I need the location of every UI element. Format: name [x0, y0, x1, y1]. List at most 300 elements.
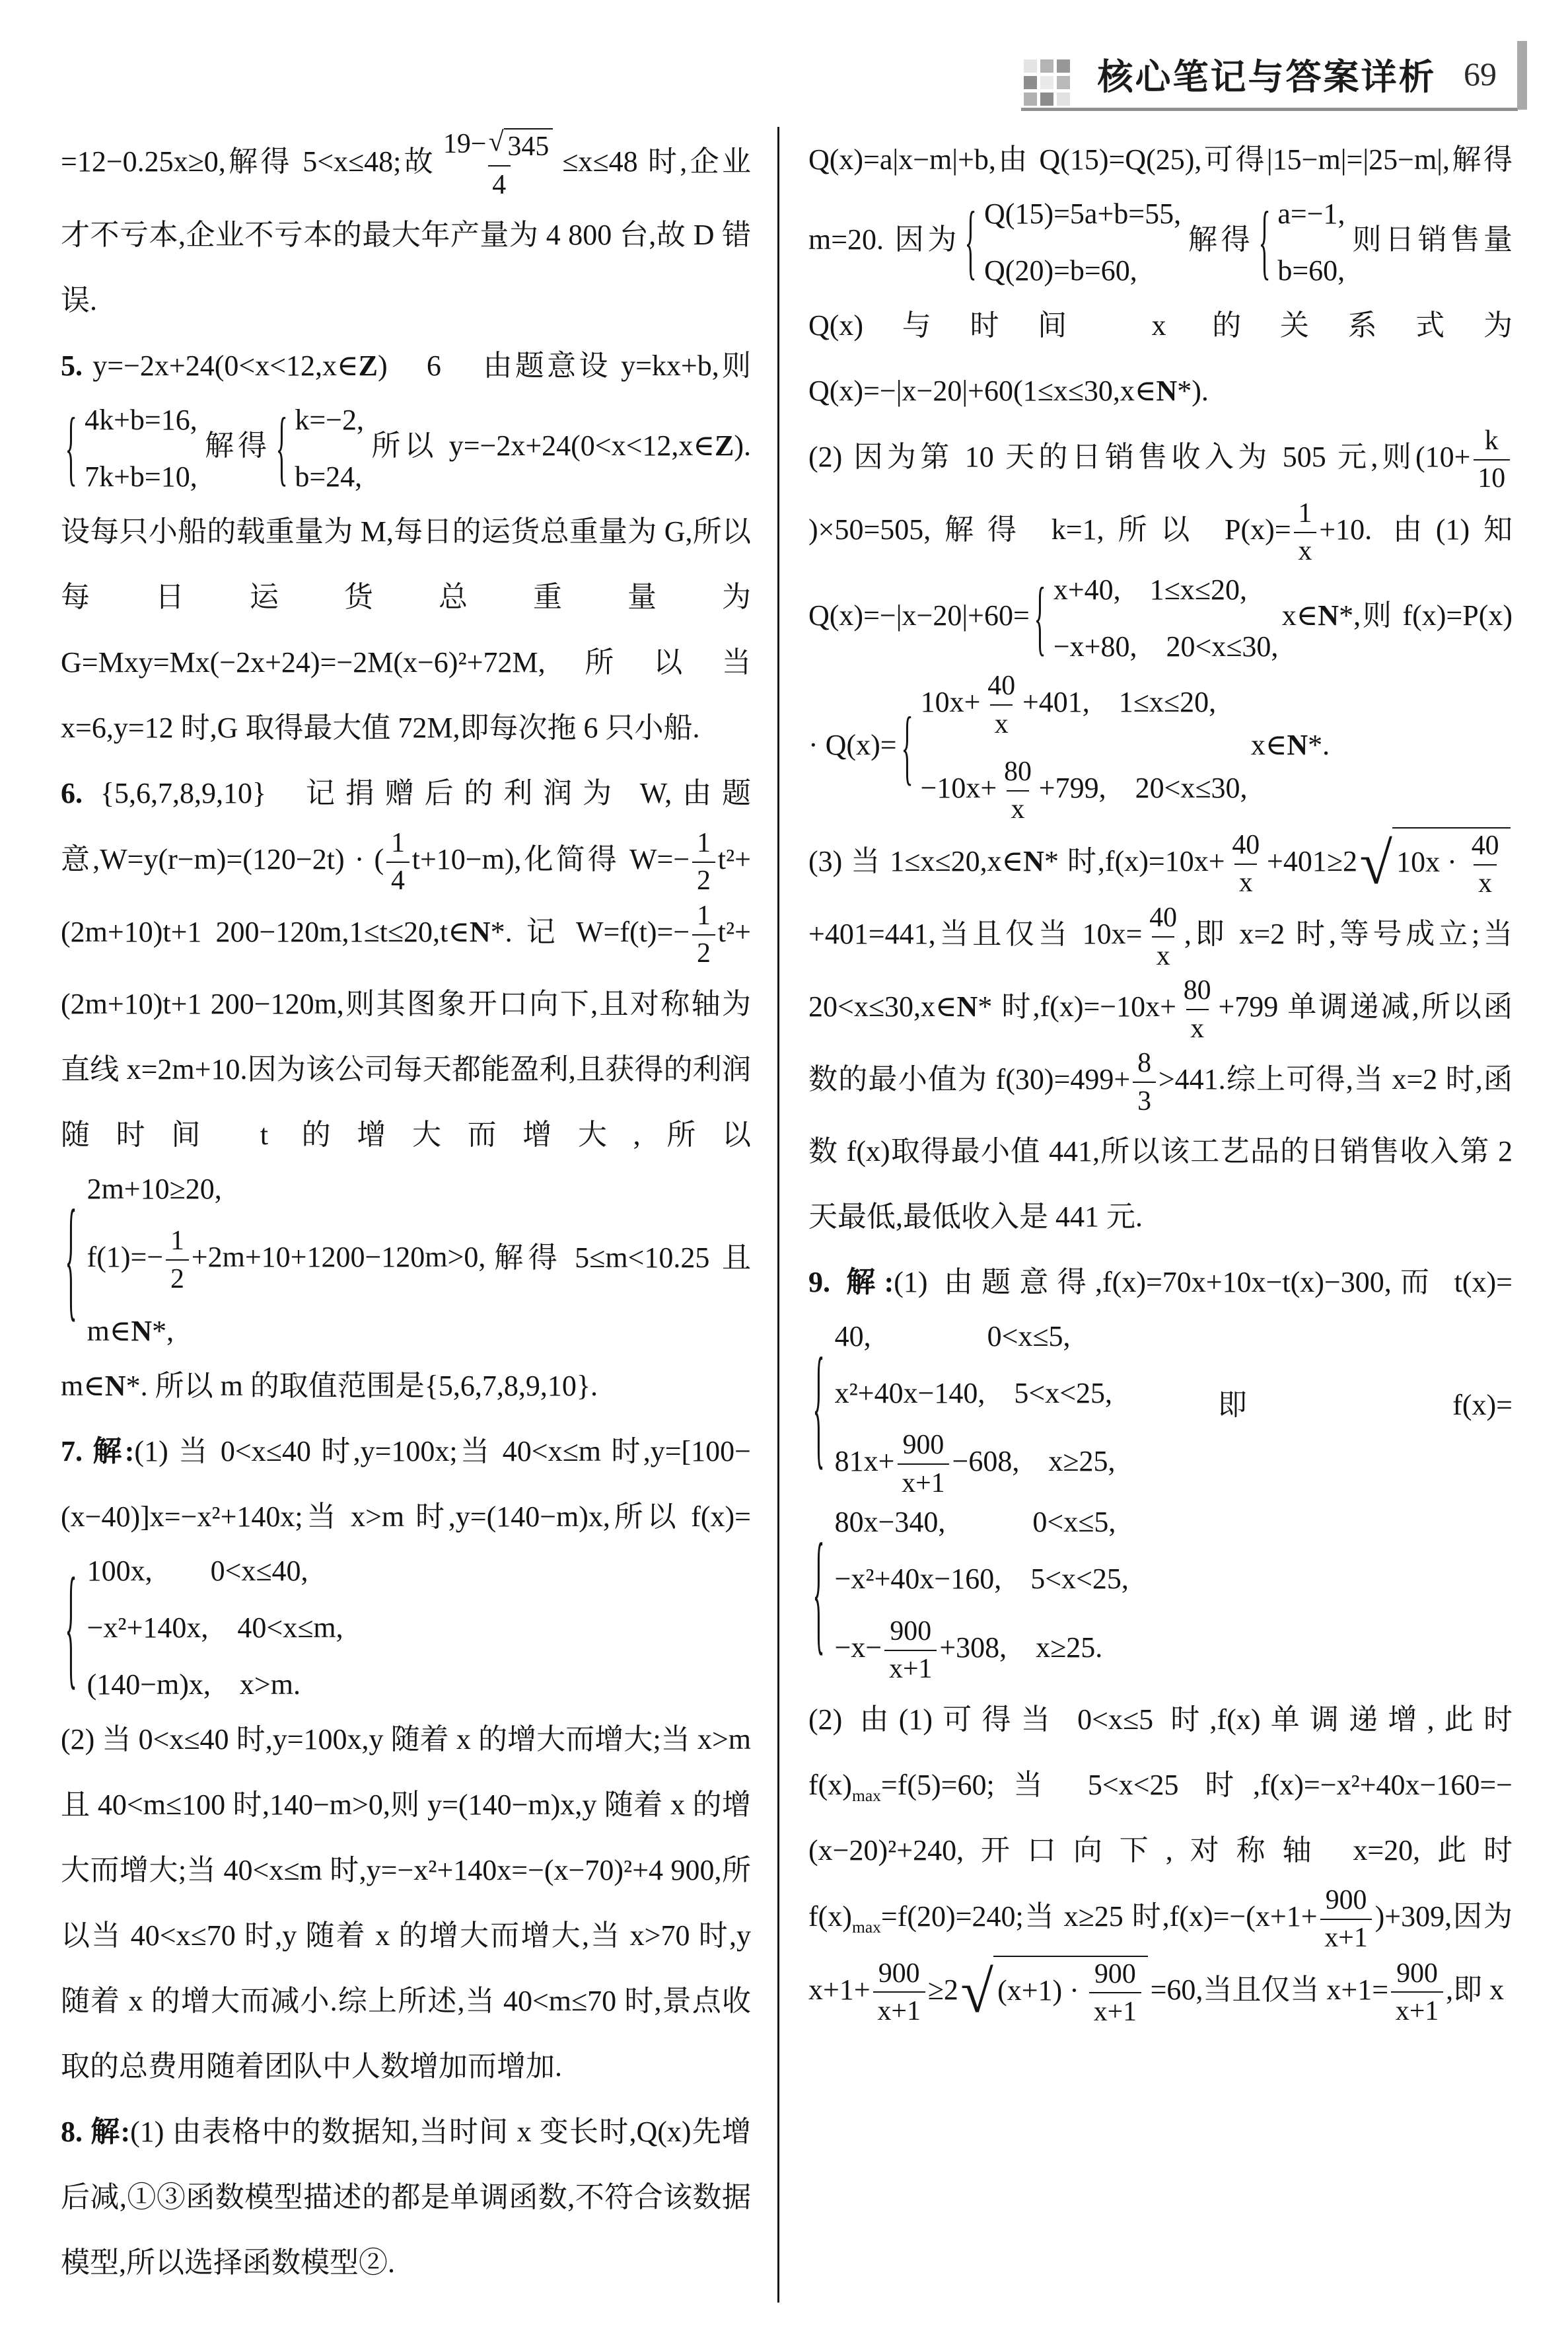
cases-rows: [921, 669, 1248, 827]
text-run: m∈: [87, 1314, 131, 1347]
text-run: (2) 当 0<x≤40 时,y=100x,y 随着 x 的增大而增大;当 x>m 且 40<m≤100 时,140−m>0,则 y=(140−m)x,y 随着 x 的增大而增大;当 40<x≤m 时,y=−x²+140x=−(x−70)²+4 900,所以当 40<x≤70 时,y 随着 x 的增大而增大,当 x>70 时,y 随着 x 的增大而减小.综上所述,当 40<m≤70 时,景点收取的总费用随着团队中人数增加而增加.: [61, 1722, 751, 2083]
text-run: >441.综上可得,当 x=2 时,函数 f(x)取得最小值 441,所以该工艺品的日销售收入第 2 天最低,最低收入是 441 元.: [808, 1063, 1513, 1233]
text-run: (x+1) ·: [997, 1974, 1087, 2007]
text-run: 19−: [443, 129, 487, 159]
text-run: 40: [1232, 829, 1260, 860]
text-run: ) 6 由题意设 y=kx+b,则: [377, 350, 752, 383]
denominator: [1007, 790, 1029, 827]
cases-row: [87, 1167, 486, 1211]
text-run: b=60,: [1277, 254, 1345, 287]
numerator: [439, 127, 559, 165]
text-run: 2m+10≥20,: [87, 1172, 222, 1205]
text-run: (2) 因为第 10 天的日销售收入为 505 元,则(10+: [808, 440, 1471, 473]
left-brace-icon: {: [1258, 194, 1271, 289]
text-run: a=−1,: [1277, 198, 1345, 230]
column-divider: [777, 127, 779, 2303]
page-header: [1021, 38, 1527, 110]
text-run: * 时,f(x)=−10x+: [978, 990, 1176, 1023]
text-run: (1) 由表格中的数据知,当时间 x 变长时,Q(x)先增后减,①③函数模型描述的都是单调函数,不符合该数据模型,所以选择函数模型②.: [61, 2115, 751, 2279]
text-run: 900: [1094, 1958, 1136, 1989]
denominator: [1474, 459, 1510, 496]
text-run: +799 单调递减,所以函数的最小值为 f(30)=499+: [808, 990, 1513, 1096]
bold-run: [61, 777, 83, 809]
text-run: 40, 0<x≤5,: [834, 1319, 1071, 1352]
cases-row: [87, 1310, 486, 1353]
text-run: 1: [697, 900, 711, 931]
bold-run: [61, 2116, 130, 2148]
denominator: [990, 704, 1013, 741]
text-run: *. 记 W=f(t)=−: [490, 915, 690, 948]
text-run: +401=441,当且仅当 10x=: [808, 918, 1143, 951]
denominator: [692, 934, 715, 971]
numerator: [1294, 496, 1316, 532]
grid-logo-square: [1040, 92, 1053, 106]
text-run: 40: [1149, 903, 1178, 934]
fraction: [1467, 829, 1503, 901]
page-number: 69: [1464, 55, 1497, 92]
cases-row: [921, 669, 1248, 741]
cases-group: [1258, 192, 1345, 293]
left-brace-icon: {: [65, 1550, 77, 1703]
cases-row: [87, 1663, 343, 1707]
denominator: [692, 862, 715, 899]
radical-icon: √: [488, 127, 504, 158]
text-run: k=−2,: [295, 404, 364, 437]
text-run: 80: [1183, 975, 1211, 1006]
text-run: y=−2x+24(0<x<12,x∈: [83, 350, 359, 383]
text-run: +10. 由(1)知 Q(x)=−|x−20|+60=: [808, 513, 1513, 632]
fraction: [1133, 1046, 1155, 1119]
numerator: [386, 826, 409, 862]
text-run: N: [104, 1369, 126, 1402]
fraction: [1474, 424, 1510, 496]
numerator: [692, 826, 715, 862]
text-run: −x+80, 20<x≤30,: [1053, 630, 1279, 663]
text-run: *).: [1177, 374, 1209, 407]
denominator: [873, 1991, 925, 2028]
text-run: +799, 20<x≤30,: [1038, 771, 1248, 804]
text-run: 2: [697, 866, 711, 897]
text-run: 则日销售量Q(x)与时间 x 的关系式为Q(x)=−|x−20|+60(1≤x≤30,x∈: [808, 223, 1513, 407]
bold-run: [957, 990, 978, 1023]
cases-row: [835, 1614, 1129, 1687]
grid-logo-square: [1040, 59, 1053, 73]
text-run: x: [1011, 794, 1025, 825]
text-run: )+309,因为 x+1+: [808, 1900, 1513, 2006]
fraction: [999, 755, 1036, 827]
text-run: x+40, 1≤x≤20,: [1053, 573, 1247, 607]
text-run: 10x+: [920, 686, 981, 719]
text-run: ≥2: [927, 1973, 958, 2006]
text-run: 345: [507, 131, 550, 163]
text-run: ).设每只小船的载重量为 M,每日的运货总重量为 G,所以每日运货总重量为 G=Mxy=Mx(−2x+24)=−2M(x−6)²+72M,所以当 x=6,y=12 时,G 取得最大值 72M,即每次拖 6 只小船.: [61, 429, 752, 744]
content-columns: [61, 127, 1513, 2303]
left-brace-icon: {: [65, 400, 77, 495]
cases-row: [921, 755, 1248, 827]
text-run: 所以 y=−2x+24(0<x<12,x∈: [367, 429, 715, 462]
cases-row: [87, 1549, 343, 1593]
text-run: 100x, 0<x≤40,: [87, 1554, 308, 1587]
left-column: [61, 127, 751, 2303]
text-run: 900: [1396, 1958, 1438, 1989]
cases-row: [87, 1606, 343, 1650]
cases-row: [85, 455, 197, 499]
cases-group: [1033, 568, 1278, 669]
text-run: 40: [987, 671, 1016, 702]
text-run: 900: [878, 1958, 920, 1989]
fraction: [1320, 1883, 1372, 1956]
cases-row: [984, 249, 1181, 293]
fraction: [983, 669, 1020, 741]
text-run: 2: [170, 1263, 184, 1294]
text-run: −10x+: [920, 771, 997, 804]
text-run: 4: [390, 866, 405, 897]
text-run: x: [994, 708, 1009, 739]
text-run: ,即 x: [1446, 1973, 1505, 2006]
text-run: *,则 f(x)=P(x) · Q(x)=: [808, 599, 1513, 762]
fraction: [884, 1614, 937, 1687]
text-run: 1: [170, 1226, 184, 1257]
text-run: −x−: [834, 1631, 882, 1664]
text-run: t²+(2m+10)t+1 200−120m,则其图象开口向下,且对称轴为直线 x=2m+10.因为该公司每天都能盈利,且获得的利润随时间 t 的增大而增大,所以: [61, 915, 751, 1151]
text-run: 81x+: [834, 1445, 895, 1478]
left-brace-icon: {: [812, 1516, 825, 1668]
cases-row: [835, 1428, 1116, 1500]
grid-logo-square: [1057, 76, 1070, 89]
text-run: 4k+b=16,: [85, 404, 197, 437]
text-run: x+1: [1093, 1997, 1137, 2028]
text-run: +308, x≥25.: [939, 1631, 1103, 1664]
bold-run: [1287, 729, 1308, 761]
denominator: [1391, 1991, 1443, 2028]
radical-icon: √: [960, 1959, 993, 2026]
text-run: t²+(2m+10)t+1 200−120m,1≤t≤20,t∈: [61, 842, 751, 948]
denominator: [488, 165, 511, 202]
text-run: (3) 当 1≤x≤20,x∈: [808, 844, 1024, 877]
cases-rows: [85, 398, 197, 499]
cases-row: [85, 398, 197, 442]
numerator: [1392, 1956, 1443, 1992]
denominator: [1294, 532, 1316, 569]
grid-logo-square: [1040, 76, 1053, 89]
text-run: 解得: [200, 429, 271, 462]
numerator: [166, 1224, 188, 1259]
text-run: =60,当且仅当 x+1=: [1150, 1973, 1389, 2006]
bold-run: [715, 429, 734, 462]
cases-group: [64, 1167, 485, 1353]
cases-row: [835, 1315, 1116, 1358]
cases-row: [1053, 625, 1279, 669]
denominator: [1320, 1919, 1372, 1956]
left-brace-icon: {: [1034, 570, 1046, 665]
cases-group: [64, 1549, 343, 1707]
text-run: +401≥2: [1267, 844, 1357, 877]
grid-logo-square: [1057, 92, 1070, 106]
numerator: [1179, 973, 1215, 1009]
text-run: =f(5)=60;当 5<x<25 时,f(x)=−x²+40x−160=−(x−20)²+240,开口向下,对称轴 x=20,此时 f(x): [808, 1768, 1513, 1933]
bold-run: [1023, 845, 1044, 877]
text-run: +2m+10+1200−120m>0,: [191, 1241, 486, 1274]
subscript: max: [851, 1917, 881, 1937]
cases-row: [1277, 249, 1345, 293]
header-rule: [1021, 108, 1518, 111]
text-run: *,: [152, 1314, 174, 1347]
cases-row: [1053, 568, 1279, 612]
text-run: N: [1287, 729, 1308, 762]
text-run: N: [1318, 599, 1339, 632]
fraction: [692, 826, 715, 899]
grid-logo-square: [1057, 59, 1070, 73]
radicand: [1392, 827, 1510, 901]
text-run: x∈: [1250, 729, 1287, 762]
solution-block: [61, 333, 751, 760]
cases-group: [275, 398, 364, 499]
text-run: 80x−340, 0<x≤5,: [834, 1506, 1116, 1539]
text-run: 9. 解:: [808, 1265, 894, 1298]
square-root: [489, 128, 553, 164]
bold-run: [1318, 599, 1339, 632]
radical-icon: √: [1359, 830, 1393, 897]
text-run: 8: [1137, 1048, 1151, 1079]
solution-block: [61, 127, 751, 333]
text-run: ≤x≤48 时,企业才不亏本,企业不亏本的最大年产量为 4 800 台,故 D 错误.: [61, 145, 752, 317]
text-run: f(1)=−: [87, 1241, 164, 1274]
text-run: ,即 x=2 时,等号成立;当 20<x≤30,x∈: [808, 918, 1513, 1023]
text-run: 即 f(x)=: [1118, 1388, 1513, 1421]
text-run: 5.: [61, 350, 83, 383]
fraction: [439, 127, 559, 202]
text-run: Q(15)=5a+b=55,: [984, 198, 1182, 230]
text-run: 1: [697, 827, 711, 858]
radicand: [993, 1956, 1148, 2030]
grid-logo-square: [1024, 92, 1037, 106]
cases-rows: [835, 1500, 1129, 1686]
text-run: 900: [902, 1430, 944, 1461]
text-run: −x²+40x−160, 5<x<25,: [834, 1563, 1129, 1596]
text-run: x+1: [877, 1996, 921, 2027]
fraction: [1228, 828, 1264, 901]
cases-group: [64, 398, 197, 499]
text-run: 900: [1325, 1884, 1367, 1915]
text-run: Q(x)=a|x−m|+b,由 Q(15)=Q(25),可得|15−m|=|25−m|,解得 m=20. 因为: [808, 143, 1513, 256]
solution-block: [808, 127, 1513, 424]
left-brace-icon: {: [812, 1330, 825, 1483]
denominator: [898, 1463, 950, 1500]
bold-run: [105, 1370, 126, 1402]
cases-row: [1277, 192, 1345, 236]
solution-block: [808, 1249, 1513, 1687]
text-run: k: [1484, 425, 1499, 456]
text-run: Z: [715, 429, 734, 462]
denominator: [166, 1259, 188, 1296]
text-run: 7k+b=10,: [85, 460, 197, 493]
bold-run: [1156, 375, 1177, 407]
numerator: [1090, 1957, 1140, 1993]
text-run: =f(20)=240;当 x≥25 时,f(x)=−(x+1+: [880, 1900, 1318, 1933]
text-run: 80: [1004, 756, 1032, 787]
grid-logo-icon: [1024, 59, 1070, 106]
text-run: N: [469, 915, 491, 948]
cases-row: [87, 1224, 486, 1296]
fraction: [1089, 1957, 1141, 2030]
fraction: [873, 1956, 925, 2029]
text-run: 解得: [1184, 223, 1254, 256]
solution-block: [808, 1687, 1513, 2030]
text-run: 10x ·: [1396, 845, 1464, 878]
cases-row: [835, 1557, 1129, 1601]
text-run: 1: [1298, 498, 1312, 529]
bold-run: [131, 1315, 152, 1347]
text-run: x+1: [1395, 1996, 1439, 2027]
denominator: [1234, 864, 1257, 901]
cases-rows: [87, 1549, 343, 1707]
fraction: [692, 899, 715, 971]
text-run: 7. 解:: [61, 1434, 135, 1467]
text-run: *.: [1308, 729, 1330, 762]
denominator: [1133, 1082, 1155, 1119]
text-run: (140−m)x, x>m.: [87, 1668, 301, 1701]
text-run: 1: [390, 827, 405, 858]
grid-logo-square: [1024, 59, 1037, 73]
text-run: x: [1298, 536, 1312, 567]
numerator: [983, 669, 1020, 704]
cases-rows: [835, 1315, 1116, 1500]
header-title: 核心笔记与答案详析: [1097, 57, 1437, 97]
text-run: (1) 当 0<x≤40 时,y=100x;当 40<x≤m 时,y=[100−(x−40)]x=−x²+140x;当 x>m 时,y=(140−m)x,所以 f(x)=: [61, 1434, 751, 1533]
text-run: x∈: [1281, 599, 1318, 632]
text-run: (1) 由题意得,f(x)=70x+10x−t(x)−300,而 t(x)=: [894, 1265, 1513, 1298]
left-brace-icon: {: [964, 194, 977, 289]
text-run: {5,6,7,8,9,10} 记捐赠后的利润为 W,由题意,W=y(r−m)=(120−2t) · (: [61, 776, 751, 875]
fraction: [166, 1224, 188, 1296]
text-run: N: [131, 1314, 153, 1347]
text-run: =12−0.25x≥0,解得 5<x≤48;故: [61, 145, 437, 178]
numerator: [692, 899, 715, 934]
bold-run: [61, 1435, 134, 1467]
text-run: Z: [358, 350, 378, 383]
text-run: x: [1190, 1013, 1205, 1044]
header-edge-bar: [1517, 41, 1527, 110]
numerator: [1467, 829, 1503, 864]
numerator: [999, 755, 1036, 790]
solution-block: [61, 1707, 751, 2099]
text-run: *. 所以 m 的取值范围是{5,6,7,8,9,10}.: [125, 1369, 598, 1402]
page-header-inner: [1021, 38, 1527, 110]
text-run: 4: [492, 169, 507, 200]
cases-row: [835, 1500, 1129, 1544]
left-brace-icon: {: [65, 1182, 77, 1335]
denominator: [1186, 1009, 1209, 1046]
text-run: N: [1156, 374, 1178, 407]
cases-group: [900, 669, 1248, 827]
cases-rows: [87, 1167, 486, 1353]
fraction: [1391, 1956, 1443, 2029]
numerator: [1133, 1046, 1155, 1082]
numerator: [1321, 1883, 1371, 1919]
bold-run: [470, 916, 491, 948]
cases-group: [812, 1500, 1129, 1686]
text-run: x+1: [889, 1654, 933, 1685]
numerator: [1228, 828, 1264, 864]
text-run: Q(20)=b=60,: [984, 254, 1137, 287]
cases-rows: [295, 398, 364, 499]
numerator: [874, 1956, 924, 1992]
text-run: 8. 解:: [61, 2115, 131, 2148]
left-brace-icon: {: [275, 400, 288, 495]
solution-block: [61, 1419, 751, 1707]
text-run: (2) 由(1)可得当 0<x≤5 时,f(x)单调递增,此时 f(x): [808, 1703, 1513, 1801]
cases-group: [964, 192, 1181, 293]
solution-block: [61, 2099, 751, 2295]
text-run: −608, x≥25,: [952, 1445, 1116, 1478]
denominator: [1089, 1992, 1141, 2029]
fraction: [898, 1428, 950, 1500]
numerator: [886, 1614, 936, 1650]
text-run: 3: [1137, 1086, 1151, 1117]
subscript: max: [851, 1785, 881, 1805]
fraction: [1145, 901, 1182, 973]
text-run: 2: [697, 938, 711, 969]
square-root: [960, 1956, 1148, 2030]
text-run: )×50=505,解得 k=1,所以 P(x)=: [808, 513, 1291, 546]
denominator: [1152, 936, 1174, 973]
cases-row: [984, 192, 1181, 236]
numerator: [1145, 901, 1182, 936]
text-run: x: [1238, 867, 1253, 899]
text-run: 40: [1471, 830, 1499, 861]
cases-rows: [1053, 568, 1279, 669]
right-column: [808, 127, 1513, 2303]
radicand: [504, 128, 553, 164]
fraction: [1294, 496, 1316, 569]
text-run: N: [956, 990, 978, 1023]
numerator: [898, 1428, 948, 1463]
solution-block: [808, 424, 1513, 827]
fraction: [386, 826, 409, 899]
cases-group: [812, 1315, 1115, 1500]
denominator: [1474, 864, 1496, 901]
left-brace-icon: {: [901, 700, 913, 794]
text-run: N: [1023, 844, 1044, 877]
cases-row: [295, 455, 364, 499]
text-run: b=24,: [295, 460, 363, 493]
text-run: 6.: [61, 776, 83, 809]
text-run: −x²+140x, 40<x≤m,: [87, 1611, 343, 1644]
solution-block: [61, 760, 751, 1419]
cases-rows: [1277, 192, 1345, 293]
cases-rows: [984, 192, 1181, 293]
text-run: x: [1478, 868, 1493, 899]
bold-run: [61, 350, 83, 382]
bold-run: [808, 1266, 894, 1298]
text-run: t+10−m),化简得 W=−: [411, 842, 690, 875]
square-root: [1360, 827, 1511, 901]
bold-run: [359, 350, 378, 382]
solution-block: [808, 827, 1513, 1249]
fraction: [1179, 973, 1215, 1046]
text-run: 解得 5≤m<10.25 且 m∈: [61, 1241, 751, 1402]
text-run: x+1: [1324, 1923, 1368, 1954]
text-run: 10: [1478, 463, 1506, 494]
text-run: 900: [890, 1615, 932, 1646]
text-run: x: [1156, 941, 1170, 972]
denominator: [386, 862, 409, 899]
denominator: [884, 1650, 937, 1687]
text-run: x²+40x−140, 5<x<25,: [834, 1376, 1113, 1409]
cases-row: [835, 1372, 1116, 1415]
grid-logo-square: [1024, 76, 1037, 89]
cases-row: [295, 398, 364, 442]
